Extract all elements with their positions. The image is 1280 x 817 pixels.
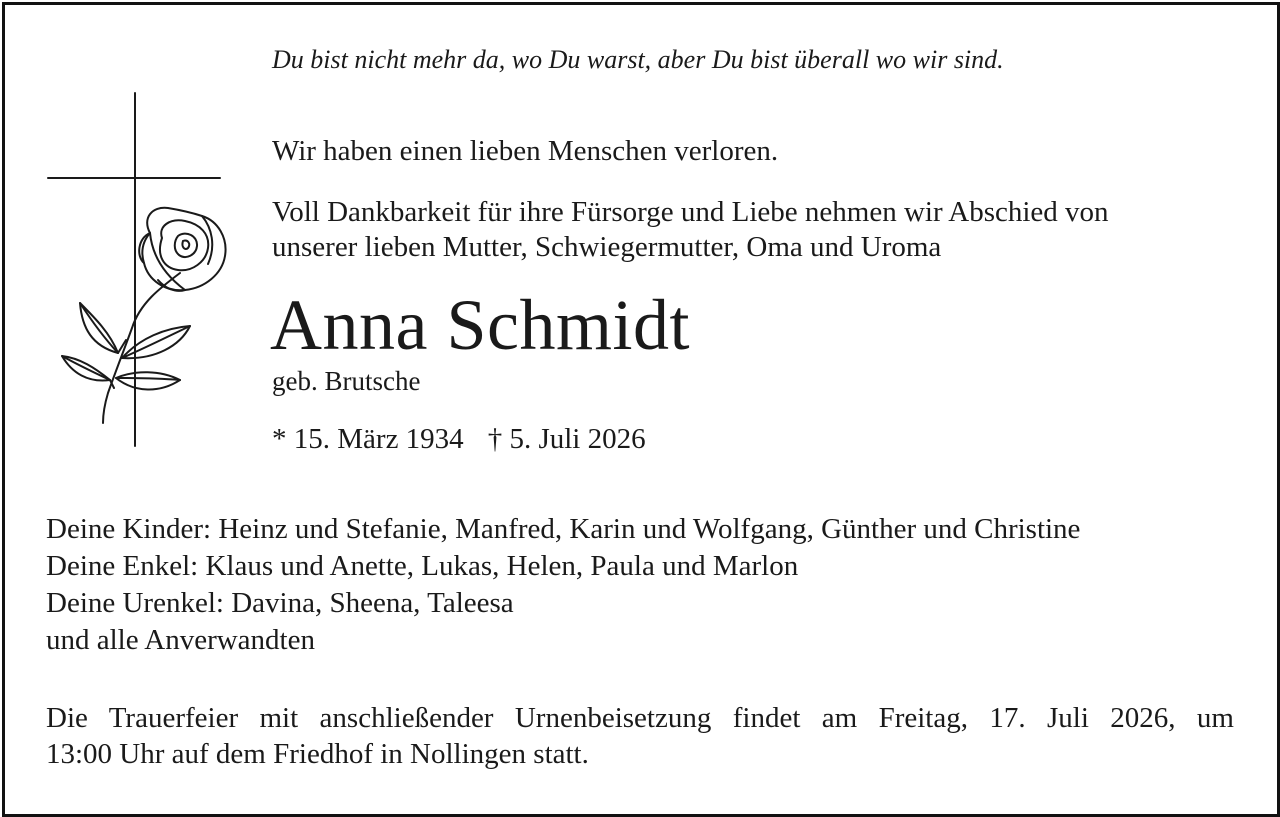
intro-line: Wir haben einen lieben Menschen verloren. bbox=[272, 135, 779, 167]
family-line-great-grandchildren: Deine Urenkel: Davina, Sheena, Taleesa bbox=[46, 587, 514, 619]
family-line-relatives: und alle Anverwandten bbox=[46, 624, 315, 656]
cross-with-rose-icon bbox=[40, 88, 240, 453]
family-line-grandchildren: Deine Enkel: Klaus und Anette, Lukas, Helen, Paula und Marlon bbox=[46, 550, 799, 582]
thanks-line-1: Voll Dankbarkeit für ihre Fürsorge und Liebe nehmen wir Abschied von bbox=[272, 196, 1109, 228]
deceased-name: Anna Schmidt bbox=[270, 285, 690, 365]
family-line-children: Deine Kinder: Heinz und Stefanie, Manfred, Karin und Wolfgang, Günther und Christine bbox=[46, 513, 1081, 545]
motto-quote: Du bist nicht mehr da, wo Du warst, aber Du bist überall wo wir sind. bbox=[272, 45, 1004, 74]
death-date: † 5. Juli 2026 bbox=[487, 423, 646, 455]
birth-date: * 15. März 1934 bbox=[272, 423, 464, 455]
service-line-2: 13:00 Uhr auf dem Friedhof in Nollingen statt. bbox=[46, 738, 589, 770]
service-announcement bbox=[46, 700, 1234, 772]
life-dates bbox=[272, 423, 646, 456]
thanks-line-2: unserer lieben Mutter, Schwiegermutter, Oma und Uroma bbox=[272, 231, 942, 263]
maiden-name: geb. Brutsche bbox=[272, 366, 421, 396]
service-line-1: Die Trauerfeier mit anschließender Urnenbeisetzung findet am Freitag, 17. Juli 2026, um bbox=[46, 702, 1234, 734]
